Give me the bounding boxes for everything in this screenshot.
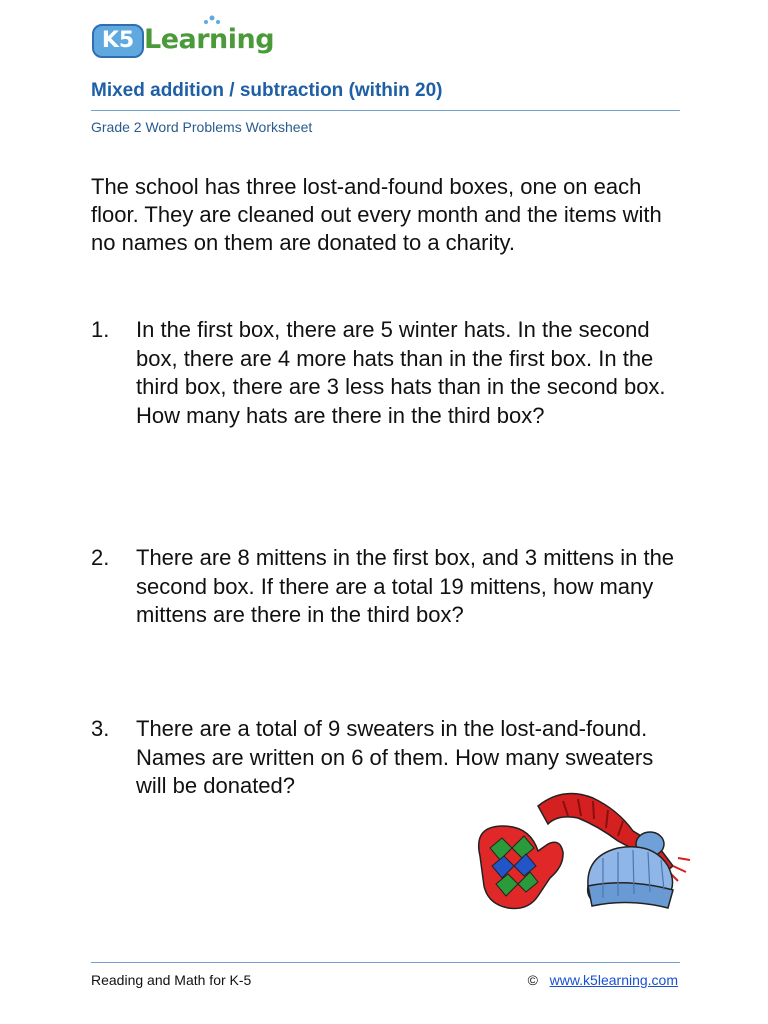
- copyright-symbol: ©: [527, 972, 538, 988]
- footer-copyright: [528, 972, 678, 988]
- problem-text: There are a total of 9 sweaters in the lost-and-found. Names are written on 6 of them. How many sweaters will be donated?: [136, 716, 654, 798]
- logo-wordmark: Learning: [144, 24, 275, 55]
- problem-number: 1.: [91, 317, 110, 342]
- problem-text: There are 8 mittens in the first box, and 3 mittens in the second box. If there are a total 19 mittens, how many mittens are there in the third box?: [136, 545, 675, 627]
- footer-tagline: Reading and Math for K-5: [91, 972, 252, 988]
- website-link[interactable]: www.k5learning.com: [549, 972, 678, 988]
- problem-number: 3.: [91, 716, 110, 741]
- footer-divider: [91, 962, 680, 963]
- page-subtitle: Grade 2 Word Problems Worksheet: [91, 119, 313, 135]
- page-title: Mixed addition / subtraction (within 20): [91, 80, 443, 101]
- k5-learning-logo: [92, 18, 275, 62]
- winter-clothes-illustration: [468, 786, 708, 916]
- logo-k5-badge: K5: [92, 24, 144, 58]
- header-divider: [91, 110, 680, 111]
- intro-paragraph: The school has three lost-and-found boxes, one on each floor. They are cleaned out every month and the items with no names on them are donated to a charity.: [91, 174, 662, 255]
- problem-text: In the first box, there are 5 winter hats. In the second box, there are 4 more hats than in the first box. In the third box, there are 3 less hats than in the second box. How many hats are there in the third box?: [136, 317, 666, 428]
- problem-number: 2.: [91, 545, 110, 570]
- logo-star-icon: [200, 14, 224, 30]
